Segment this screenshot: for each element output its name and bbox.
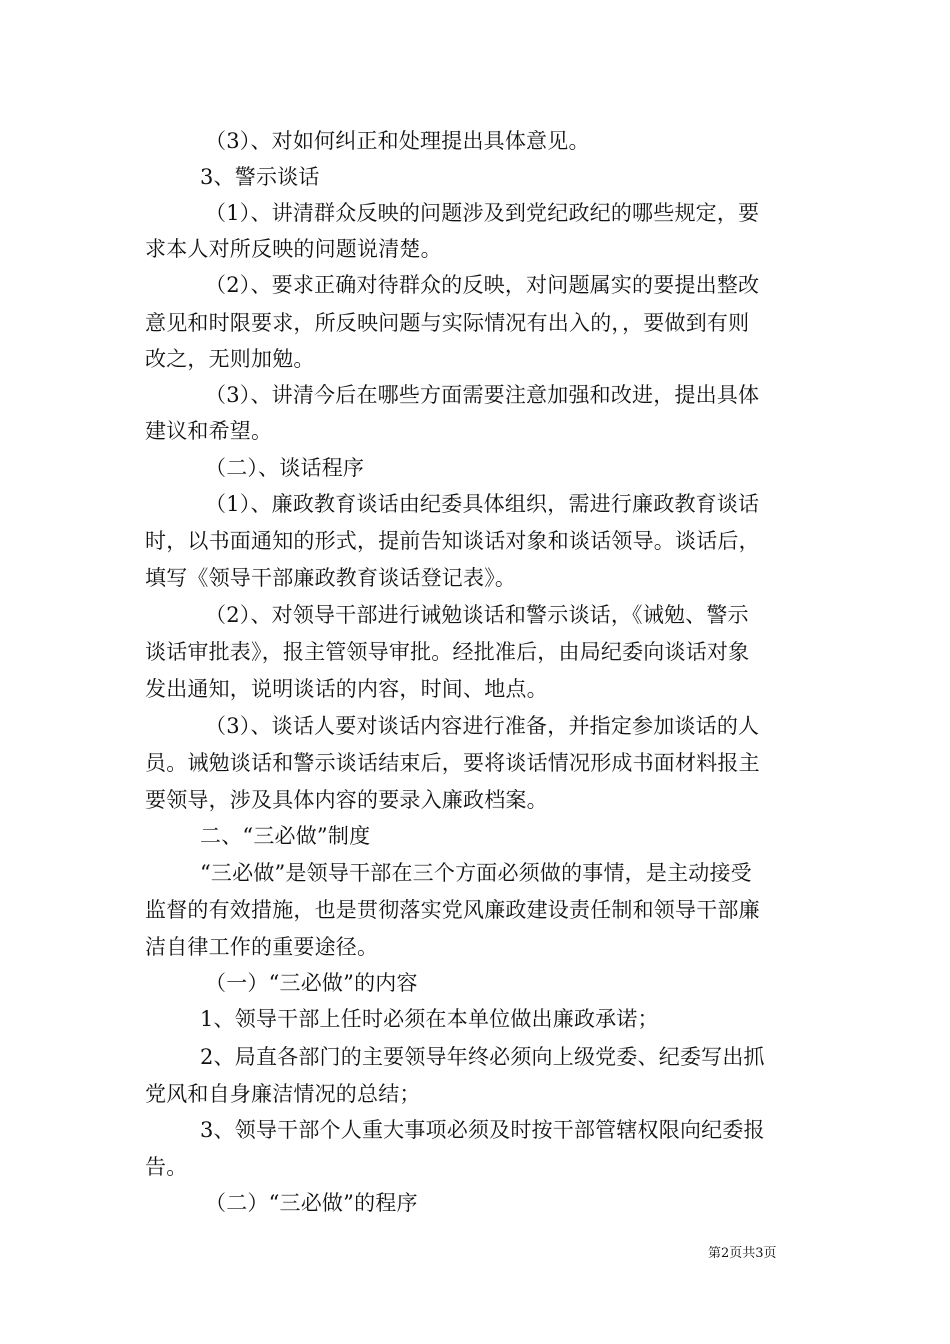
text-line: （1）、讲清群众反映的问题涉及到党纪政纪的哪些规定，要 (205, 201, 760, 225)
text-line: 1、领导干部上任时必须在本单位做出廉政承诺； (200, 1007, 659, 1031)
section-heading: （二）“三必做”的程序 (205, 1191, 418, 1215)
text-line: 3、领导干部个人重大事项必须及时按干部管辖权限向纪委报 (200, 1118, 765, 1142)
text-line: （2）、对领导干部进行诫勉谈话和警示谈话，《诫勉、警示 (205, 603, 749, 627)
text-line: （3）、讲清今后在哪些方面需要注意加强和改进，提出具体 (205, 383, 760, 407)
text-line: 发出通知，说明谈话的内容，时间、地点。 (145, 677, 548, 701)
text-line: 意见和时限要求，所反映问题与实际情况有出入的，，要做到有则 (145, 311, 750, 335)
text-line: “三必做”是领导干部在三个方面必须做的事情，是主动接受 (200, 861, 752, 885)
section-heading: （二）、谈话程序 (205, 456, 365, 480)
text-line: 洁自律工作的重要途径。 (145, 935, 379, 959)
section-heading: 二、“三必做”制度 (200, 824, 371, 848)
text-line: 填写《领导干部廉政教育谈话登记表》。 (145, 566, 517, 590)
text-line: （3）、对如何纠正和处理提出具体意见。 (205, 129, 590, 153)
text-line: 建议和希望。 (145, 419, 273, 443)
text-line: 监督的有效措施，也是贯彻落实党风廉政建设责任制和领导干部廉 (145, 898, 760, 922)
text-line: 党风和自身廉洁情况的总结； (145, 1082, 421, 1106)
text-line: 谈话审批表》，报主管领导审批。经批准后，由局纪委向谈话对象 (145, 640, 750, 664)
text-line: 要领导，涉及具体内容的要录入廉政档案。 (145, 788, 548, 812)
text-line: 3、警示谈话 (200, 165, 320, 189)
text-line: 员。诫勉谈话和警示谈话结束后，要将谈话情况形成书面材料报主 (145, 751, 760, 775)
text-line: （2）、要求正确对待群众的反映，对问题属实的要提出整改 (205, 273, 760, 297)
text-line: 求本人对所反映的问题说清楚。 (145, 237, 442, 261)
text-line: 时，以书面通知的形式，提前告知谈话对象和谈话领导。谈话后， (145, 529, 760, 553)
text-line: （3）、谈话人要对谈话内容进行准备，并指定参加谈话的人 (205, 714, 760, 738)
text-line: 改之，无则加勉。 (145, 347, 315, 371)
page-number: 第2页共3页 (708, 1246, 777, 1261)
text-line: 告。 (145, 1155, 188, 1179)
section-heading: （一）“三必做”的内容 (205, 971, 418, 995)
text-line: 2、局直各部门的主要领导年终必须向上级党委、纪委写出抓 (200, 1045, 765, 1069)
text-line: （1）、廉政教育谈话由纪委具体组织，需进行廉政教育谈话 (205, 492, 760, 516)
